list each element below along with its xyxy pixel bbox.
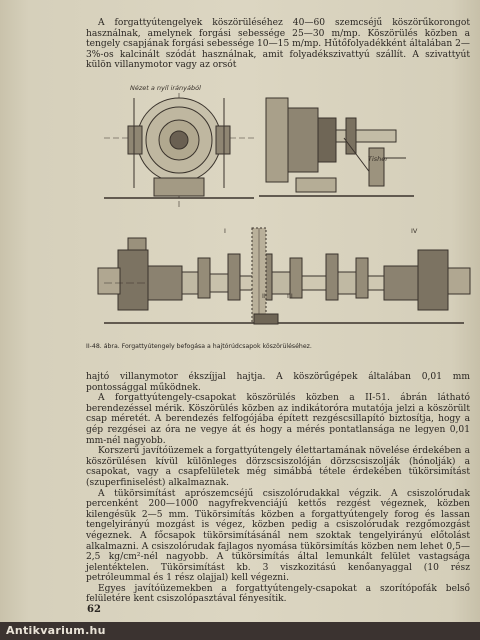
drawing-label-roman-3: III <box>287 292 293 300</box>
page-number: 62 <box>87 604 101 615</box>
drawing-label-roman-2: II <box>262 292 266 300</box>
paragraph: Egyes javítóüzemekben a forgattyútengely-csapokat a szorítópofák belső felületére kent csiszolópasztával fényesítik. <box>86 583 470 605</box>
body-text <box>86 372 470 605</box>
drawing-label-tisher: Tisher <box>368 155 388 163</box>
drawing-label-view: Nézet a nyíl irányából <box>130 84 201 92</box>
paragraph: Korszerű javítóüzemek a forgattyútengely élettartamának növelése érdekében a köszörülésen kívül különleges dörzscsiszolóján dörzscsiszolják (hónolják) a csapokat, vagy a csapfelületek még simábbá tétele érdekében tükörsimítást (szuperfiniselést) alkalmaznak. <box>86 446 470 488</box>
technical-drawing <box>84 78 480 340</box>
paragraph: A tükörsimítást aprószemcséjű csiszolórudakkal végzik. A csiszolórudak percenként 200—1000 nagyfrekvenciájú kettős rezgést végeznek, közben kilengésük 2—5 mm. Tükörsimítás közben a forgattyútengely forog és lassan tengelyirányú mozgást is végez, közben pedig a csiszolórudak rezgőmozgást végeznek. A főcsapok tükörsimításánál nem szoktak tengelyirányú előtolást alkalmazni. A csiszolórudak fajlagos nyomása tükörsimítás közben nem lehet 0,5—2,5 kg/cm²-nél nagyobb. A tükörsimítás által lemunkált felület vastagsága jelentéktelen. Tükörsimítást kb. 3 viszkozitású kenőanyaggal (10 rész petróleummal és 1 rész olajjal) kell végezni. <box>86 488 470 584</box>
paragraph: hajtó villanymotor ékszíjjal hajtja. A köszörűgépek általában 0,01 mm pontossággal működnek. <box>86 372 470 393</box>
paragraph: A forgattyútengely-csapokat köszörülés közben a II-51. ábrán látható berendezéssel mérik. Köszörülés közben az indikátoróra mutatója jelzi a köszörült csap méretét. A berendezés felfogójába épített rezgéscsillapító biztosítja, hogy a gép rezgései az óra ne vegye át és hogy a mérés pontatlansága ne legyen 0,01 mm-nél nagyobb. <box>86 393 470 446</box>
drawing-label-roman-1: I <box>224 227 226 235</box>
watermark-bar <box>0 622 480 640</box>
watermark-text: Antikvarium.hu <box>6 624 106 637</box>
drawing-svg <box>84 78 480 340</box>
paragraph-top: A forgattyútengelyek köszörüléséhez 40—60 szemcséjű köszörűkorongot használnak, amelynek forgási sebessége 25—30 m/mp. Köszörülés közben a tengely csapjának forgási sebessége 10—15 m/mp. Hűtőfolyadékként általában 2—3%-os kalcinált szódát használnak, amit folyadékszivattyú szállít. A szivattyút külön villanymotor vagy az orsót <box>86 18 470 71</box>
figure-caption: II-48. ábra. Forgattyútengely befogása a hajtórúdcsapok köszörüléséhez. <box>86 343 312 350</box>
drawing-label-roman-4: IV <box>411 227 418 235</box>
